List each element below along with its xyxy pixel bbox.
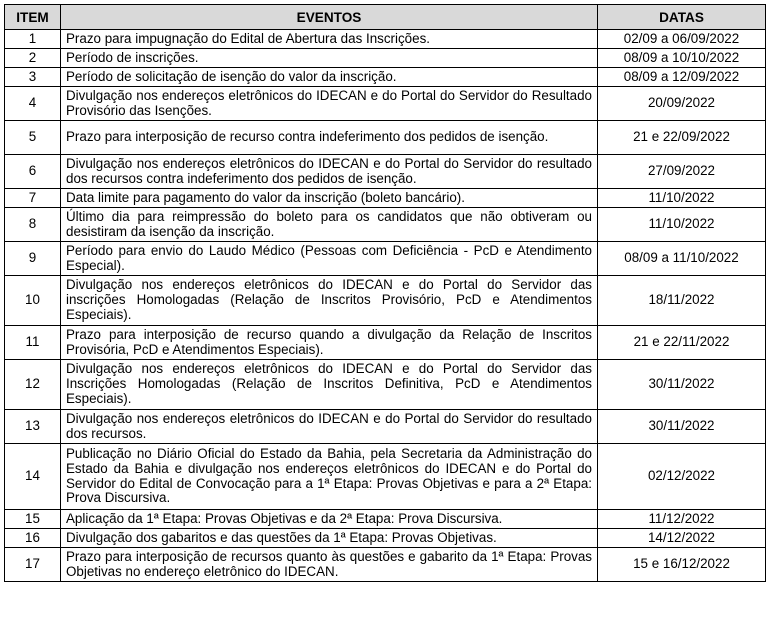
table-row xyxy=(5,444,766,510)
event-description: Prazo para impugnação do Edital de Abertura das Inscrições. xyxy=(61,30,598,49)
event-date: 30/11/2022 xyxy=(598,410,766,444)
item-number: 8 xyxy=(5,208,61,242)
event-description: Divulgação nos endereços eletrônicos do IDECAN e do Portal do Servidor das inscrições Homologadas (Relação de Inscritos Provisório, PcD e Atendimentos Especiais). xyxy=(61,276,598,326)
item-number: 4 xyxy=(5,87,61,121)
event-date: 21 e 22/11/2022 xyxy=(598,326,766,360)
event-description: Divulgação nos endereços eletrônicos do IDECAN e do Portal do Servidor do resultado dos recursos contra indeferimento dos pedidos de isenção. xyxy=(61,155,598,189)
table-row xyxy=(5,510,766,529)
table-row xyxy=(5,276,766,326)
event-description: Prazo para interposição de recursos quanto às questões e gabarito da 1ª Etapa: Provas Objetivas no endereço eletrônico do IDECAN. xyxy=(61,548,598,582)
item-number: 10 xyxy=(5,276,61,326)
event-date: 27/09/2022 xyxy=(598,155,766,189)
event-date: 02/09 a 06/09/2022 xyxy=(598,30,766,49)
item-number: 16 xyxy=(5,529,61,548)
event-date: 14/12/2022 xyxy=(598,529,766,548)
event-description: Prazo para interposição de recurso contra indeferimento dos pedidos de isenção. xyxy=(61,121,598,155)
event-description: Divulgação nos endereços eletrônicos do IDECAN e do Portal do Servidor do Resultado Provisório das Isenções. xyxy=(61,87,598,121)
event-description: Divulgação dos gabaritos e das questões da 1ª Etapa: Provas Objetivas. xyxy=(61,529,598,548)
event-date: 08/09 a 12/09/2022 xyxy=(598,68,766,87)
event-date: 08/09 a 10/10/2022 xyxy=(598,49,766,68)
item-number: 12 xyxy=(5,360,61,410)
event-date: 20/09/2022 xyxy=(598,87,766,121)
event-description: Prazo para interposição de recurso quando a divulgação da Relação de Inscritos Provisória, PcD e Atendimentos Especiais). xyxy=(61,326,598,360)
event-description: Período de inscrições. xyxy=(61,49,598,68)
event-date: 15 e 16/12/2022 xyxy=(598,548,766,582)
item-number: 13 xyxy=(5,410,61,444)
table-row xyxy=(5,548,766,582)
event-description: Último dia para reimpressão do boleto para os candidatos que não obtiveram ou desistiram da isenção da inscrição. xyxy=(61,208,598,242)
event-date: 18/11/2022 xyxy=(598,276,766,326)
item-number: 2 xyxy=(5,49,61,68)
event-date: 08/09 a 11/10/2022 xyxy=(598,242,766,276)
event-date: 30/11/2022 xyxy=(598,360,766,410)
item-number: 14 xyxy=(5,444,61,510)
item-number: 1 xyxy=(5,30,61,49)
table-row xyxy=(5,30,766,49)
event-date: 11/10/2022 xyxy=(598,189,766,208)
event-description: Período para envio do Laudo Médico (Pessoas com Deficiência - PcD e Atendimento Especial). xyxy=(61,242,598,276)
table-row xyxy=(5,87,766,121)
item-number: 9 xyxy=(5,242,61,276)
event-description: Data limite para pagamento do valor da inscrição (boleto bancário). xyxy=(61,189,598,208)
item-number: 11 xyxy=(5,326,61,360)
table-row xyxy=(5,326,766,360)
table-row xyxy=(5,208,766,242)
schedule-table xyxy=(4,4,766,582)
item-number: 15 xyxy=(5,510,61,529)
event-description: Publicação no Diário Oficial do Estado da Bahia, pela Secretaria da Administração do Estado da Bahia e divulgação nos endereços eletrônicos do IDECAN e do Portal do Servidor do Edital de Convocação para a 1ª Etapa: Provas Objetivas e para a 2ª Etapa: Prova Discursiva. xyxy=(61,444,598,510)
header-row xyxy=(5,5,766,30)
header-datas: DATAS xyxy=(598,5,766,30)
event-description: Período de solicitação de isenção do valor da inscrição. xyxy=(61,68,598,87)
event-date: 11/12/2022 xyxy=(598,510,766,529)
event-description: Aplicação da 1ª Etapa: Provas Objetivas e da 2ª Etapa: Prova Discursiva. xyxy=(61,510,598,529)
table-row xyxy=(5,242,766,276)
event-description: Divulgação nos endereços eletrônicos do IDECAN e do Portal do Servidor do resultado dos recursos. xyxy=(61,410,598,444)
table-row xyxy=(5,360,766,410)
item-number: 17 xyxy=(5,548,61,582)
item-number: 5 xyxy=(5,121,61,155)
table-row xyxy=(5,155,766,189)
item-number: 7 xyxy=(5,189,61,208)
table-row xyxy=(5,529,766,548)
header-eventos: EVENTOS xyxy=(61,5,598,30)
event-date: 02/12/2022 xyxy=(598,444,766,510)
table-row xyxy=(5,410,766,444)
item-number: 6 xyxy=(5,155,61,189)
table-row xyxy=(5,189,766,208)
event-date: 21 e 22/09/2022 xyxy=(598,121,766,155)
event-date: 11/10/2022 xyxy=(598,208,766,242)
item-number: 3 xyxy=(5,68,61,87)
event-description: Divulgação nos endereços eletrônicos do IDECAN e do Portal do Servidor das Inscrições Homologadas (Relação de Inscritos Definitiva, PcD e Atendimentos Especiais). xyxy=(61,360,598,410)
header-item: ITEM xyxy=(5,5,61,30)
table-row xyxy=(5,49,766,68)
table-row xyxy=(5,121,766,155)
table-row xyxy=(5,68,766,87)
